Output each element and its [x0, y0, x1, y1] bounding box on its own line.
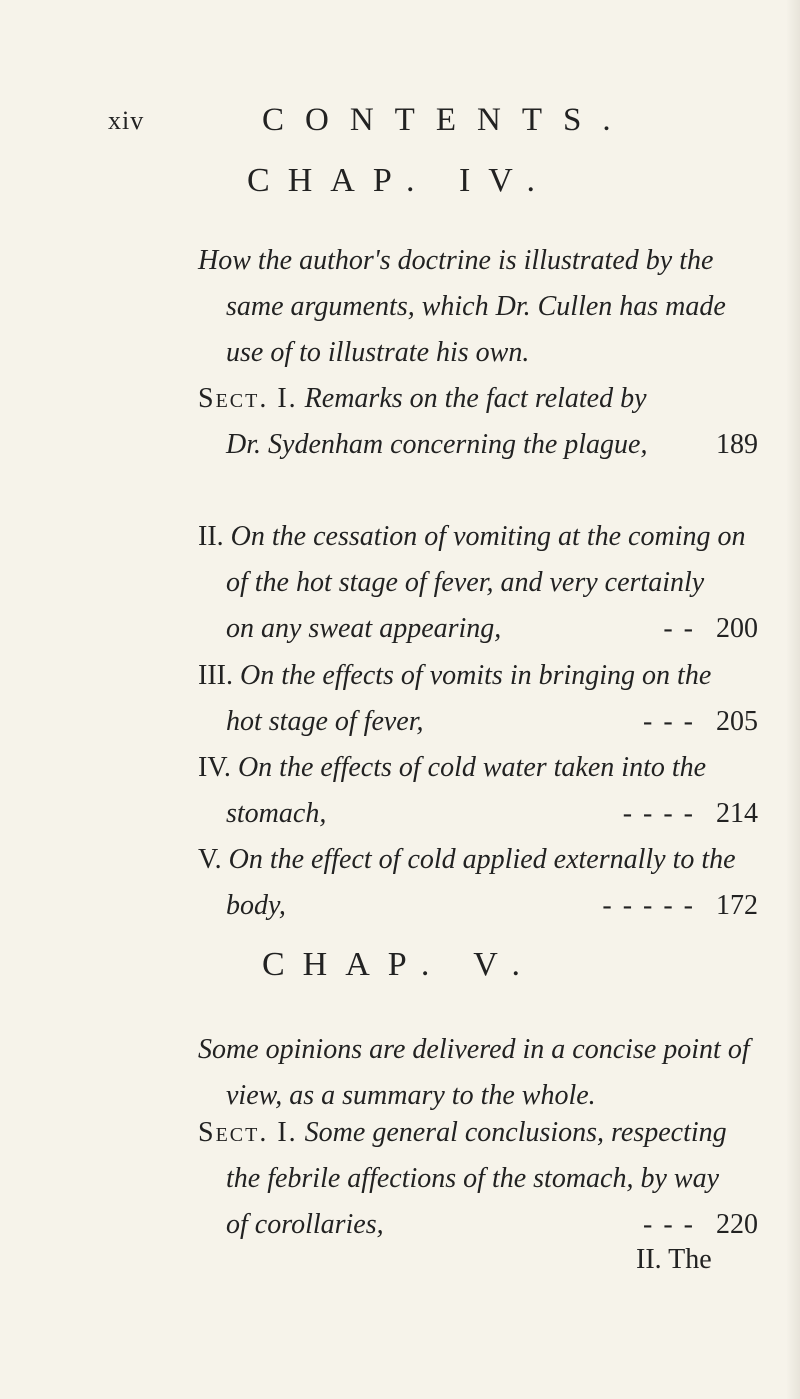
section-title-line: On the effect of cold applied externally to the — [228, 844, 736, 875]
section-title-line: On the cessation of vomiting at the coming on — [230, 521, 746, 552]
section-number: III. — [198, 660, 233, 691]
toc-entry-sect-1 — [198, 376, 758, 468]
section-number: Sect. I. — [198, 1117, 298, 1148]
section-page: 214 — [716, 798, 758, 829]
description-line: use of to illustrate his own. — [226, 337, 530, 368]
page-number: xiv — [108, 106, 145, 135]
toc-entry-sect-3 — [198, 653, 758, 745]
chapter-4-description — [198, 238, 778, 376]
section-title-line: Dr. Sydenham concerning the plague, — [226, 429, 648, 460]
section-title-line: On the effects of vomits in bringing on the — [239, 660, 712, 691]
toc-entry-sect-4 — [198, 745, 758, 837]
catchword: II. The — [636, 1244, 712, 1275]
section-title-line: body, — [226, 890, 286, 921]
chapter-5-description — [198, 1027, 778, 1119]
leader-dashes: - - - — [643, 706, 695, 737]
section-page: 220 — [716, 1209, 758, 1240]
section-title-line: hot stage of fever, — [226, 706, 424, 737]
section-page: 189 — [716, 429, 758, 460]
section-number: V. — [198, 844, 222, 875]
leader-dashes: - - - - - — [602, 890, 695, 921]
leader-dashes: - - - — [643, 1209, 695, 1240]
description-line: How the author's doctrine is illustrated by the — [198, 245, 714, 276]
section-title-line: On the effects of cold water taken into the — [237, 752, 707, 783]
section-title-line: of the hot stage of fever, and very certainly — [226, 567, 705, 598]
section-title-line: Some general conclusions, respecting — [304, 1117, 727, 1148]
leader-dashes: - - — [663, 613, 695, 644]
section-title-line: Remarks on the fact related by — [304, 383, 647, 414]
description-line: view, as a summary to the whole. — [226, 1080, 596, 1111]
section-title-line: on any sweat appearing, — [226, 613, 502, 644]
toc-entry-ch5-sect-1 — [198, 1110, 758, 1248]
toc-entry-sect-5 — [198, 837, 758, 929]
section-title-line: stomach, — [226, 798, 327, 829]
section-title-line: of corollaries, — [226, 1209, 384, 1240]
chapter-4-heading: CHAP. IV. — [247, 162, 553, 199]
section-page: 205 — [716, 706, 758, 737]
section-number: IV. — [198, 752, 231, 783]
section-number: Sect. I. — [198, 383, 298, 414]
description-line: same arguments, which Dr. Cullen has made — [226, 291, 726, 322]
section-title-line: the febrile affections of the stomach, by way — [226, 1163, 720, 1194]
section-page: 200 — [716, 613, 758, 644]
running-head — [0, 102, 800, 142]
chapter-5-heading: CHAP. V. — [262, 946, 538, 983]
page-edge-shadow — [786, 0, 800, 1399]
leader-dashes: - - - - — [622, 798, 695, 829]
running-title: CONTENTS. — [262, 102, 632, 138]
section-number: II. — [198, 521, 224, 552]
toc-entry-sect-2 — [198, 514, 758, 652]
description-line: Some opinions are delivered in a concise point of — [198, 1034, 750, 1065]
section-page: 172 — [716, 890, 758, 921]
